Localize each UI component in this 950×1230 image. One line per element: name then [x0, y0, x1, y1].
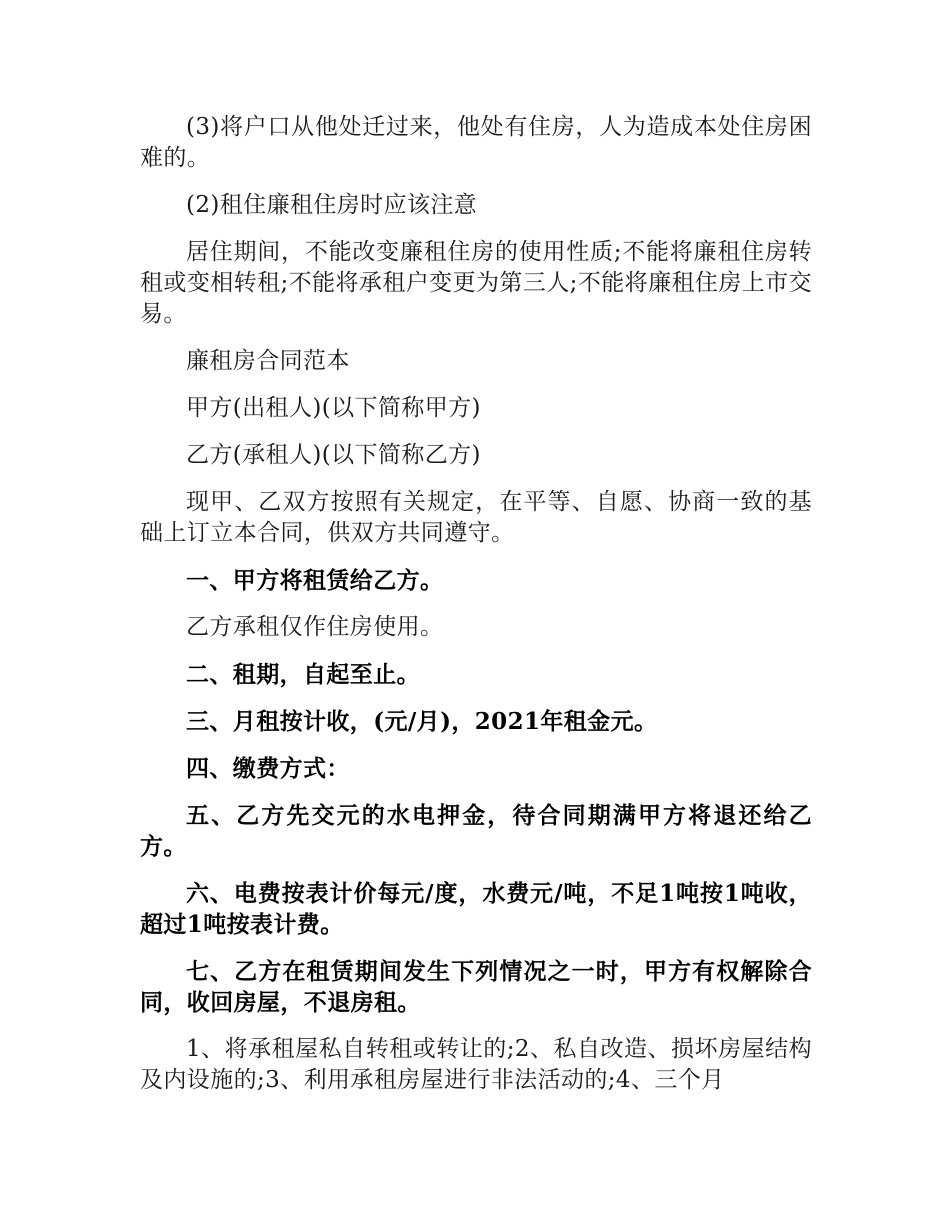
document-body — [140, 112, 812, 1112]
paragraph-party-a: 甲方(出租人)(以下简称甲方) — [186, 395, 481, 421]
paragraph-party-b: 乙方(承租人)(以下简称乙方) — [186, 442, 481, 468]
paragraph-residence-rules: 居住期间，不能改变廉租住房的使用性质;不能将廉租住房转租或变相转租;不能将承租户变更为第三人;不能将廉租住房上市交易。 — [140, 239, 812, 327]
clause-2-term: 二、租期，自起至止。 — [186, 661, 420, 688]
clause-5-deposit: 五、乙方先交元的水电押金，待合同期满甲方将退还给乙方。 — [140, 802, 812, 860]
clause-4-payment: 四、缴费方式： — [186, 755, 350, 782]
clause-7-conditions: 1、将承租屋私自转租或转让的;2、私自改造、损坏房屋结构及内设施的;3、利用承租房屋进行非法活动的;4、三个月 — [140, 1036, 812, 1093]
paragraph-hukou-clause: (3)将户口从他处迁过来，他处有住房，人为造成本处住房困难的。 — [140, 114, 812, 171]
clause-1-heading: 一、甲方将租赁给乙方。 — [186, 567, 444, 594]
paragraph-preamble: 现甲、乙双方按照有关规定，在平等、自愿、协商一致的基础上订立本合同，供双方共同遵守。 — [140, 489, 812, 546]
clause-7-termination: 七、乙方在租赁期间发生下列情况之一时，甲方有权解除合同，收回房屋，不退房租。 — [140, 958, 812, 1016]
clause-3-rent: 三、月租按计收，(元/月)，2021年租金元。 — [186, 708, 658, 735]
paragraph-notice-heading: (2)租住廉租住房时应该注意 — [186, 192, 478, 218]
paragraph-contract-title: 廉租房合同范本 — [186, 348, 350, 374]
clause-1-body: 乙方承租仅作住房使用。 — [186, 614, 444, 640]
clause-6-utilities: 六、电费按表计价每元/度，水费元/吨，不足1吨按1吨收，超过1吨按表计费。 — [140, 880, 812, 938]
